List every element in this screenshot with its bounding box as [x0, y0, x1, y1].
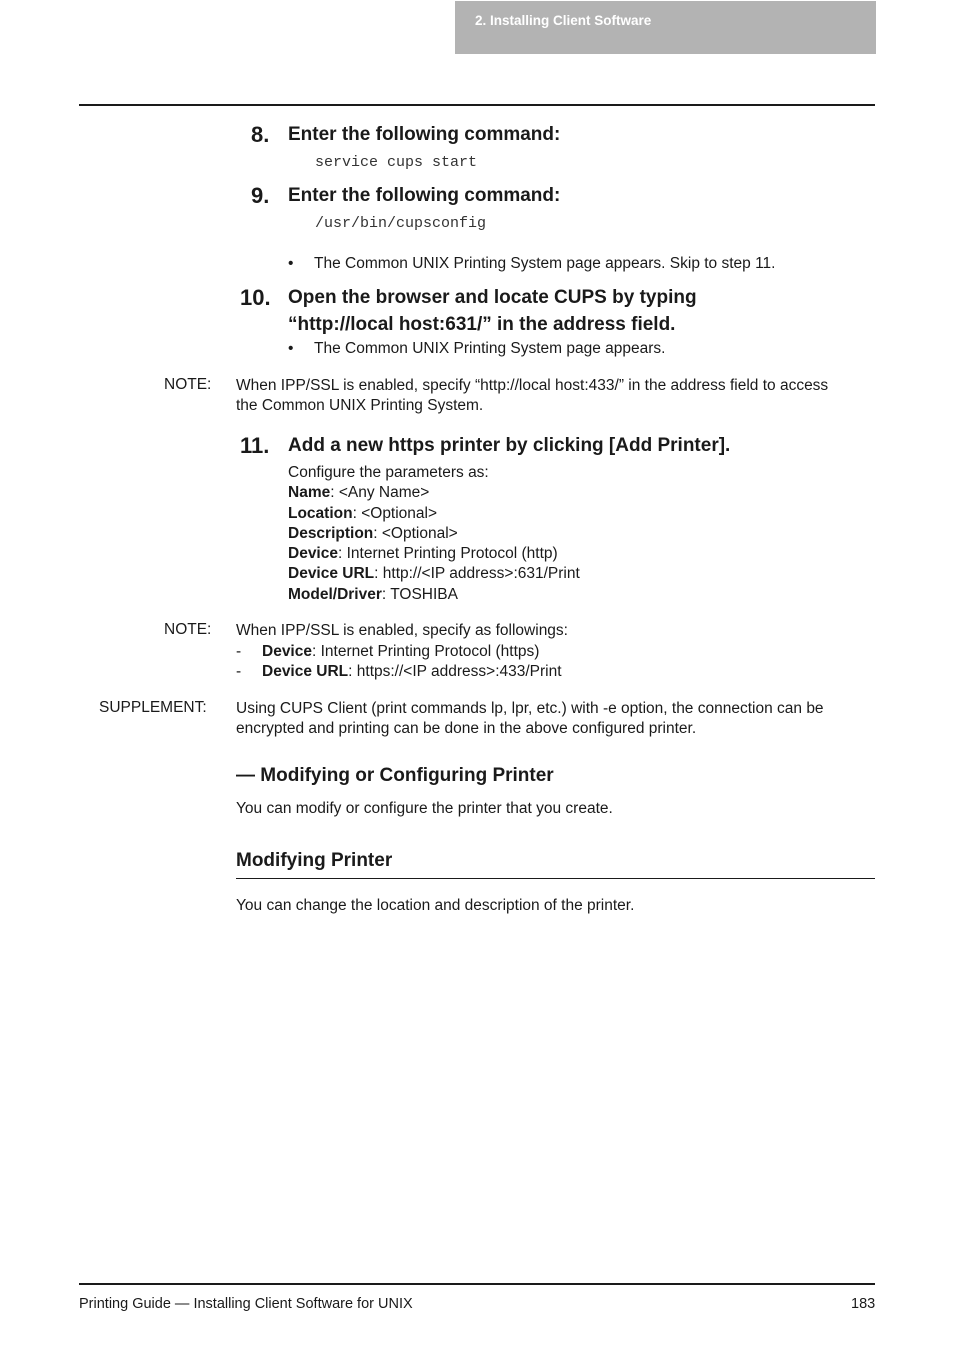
- param-value: : <Any Name>: [330, 484, 430, 502]
- step-11-title: Add a new https printer by clicking [Add Printer].: [288, 435, 731, 456]
- supplement-line2: encrypted and printing can be done in the above configured printer.: [236, 720, 697, 738]
- step-11-params: [288, 463, 580, 605]
- chapter-tab: [455, 1, 876, 54]
- note-2-intro: When IPP/SSL is enabled, specify as followings:: [236, 622, 568, 639]
- step-8-title: Enter the following command:: [288, 124, 561, 145]
- dash-icon: -: [236, 663, 242, 680]
- note-1-line2: the Common UNIX Printing System.: [236, 397, 484, 415]
- note-1-label: NOTE:: [164, 376, 212, 393]
- step-9-title: Enter the following command:: [288, 185, 561, 206]
- param-key: Description: [288, 524, 374, 542]
- subsection-body: You can change the location and description of the printer.: [236, 897, 635, 914]
- step-11-intro: Configure the parameters as:: [288, 464, 489, 481]
- param-row: [288, 524, 580, 544]
- note-2-item: [262, 642, 539, 662]
- note-2-item: [262, 662, 562, 682]
- section-title: — Modifying or Configuring Printer: [236, 765, 554, 786]
- param-row: [288, 483, 580, 503]
- param-row: [288, 564, 580, 584]
- param-value: : <Optional>: [352, 504, 438, 522]
- param-value: : http://<IP address>:631/Print: [374, 565, 580, 583]
- step-9-command: /usr/bin/cupsconfig: [315, 215, 487, 232]
- note-2-label: NOTE:: [164, 621, 212, 638]
- step-10-result: The Common UNIX Printing System page appears.: [314, 340, 666, 357]
- step-8-command: service cups start: [315, 154, 478, 171]
- note-1-text: [236, 376, 876, 417]
- step-10-title-line1: Open the browser and locate CUPS by typing: [288, 287, 697, 308]
- chapter-tab-label: 2. Installing Client Software: [475, 13, 652, 28]
- step-11-number: 11.: [240, 433, 270, 458]
- supplement-line1: Using CUPS Client (print commands lp, lpr, etc.) with -e option, the connection can be: [236, 700, 824, 717]
- param-row: [288, 544, 580, 564]
- param-row: [288, 504, 580, 524]
- subsection-rule: [236, 878, 875, 879]
- page-number: 183: [851, 1296, 876, 1312]
- note-2-item-key: Device URL: [262, 663, 349, 680]
- header-rule: [79, 104, 875, 106]
- step-9-result: The Common UNIX Printing System page appears. Skip to step 11.: [314, 255, 776, 272]
- step-8-number: 8.: [251, 122, 270, 147]
- step-10-number: 10.: [240, 285, 271, 310]
- note-2-item-value: : Internet Printing Protocol (https): [311, 643, 540, 660]
- param-key: Name: [288, 484, 331, 502]
- supplement-text: [236, 699, 876, 740]
- param-key: Device URL: [288, 565, 375, 583]
- supplement-label: SUPPLEMENT:: [99, 699, 207, 716]
- param-value: : TOSHIBA: [381, 585, 458, 603]
- section-body: You can modify or configure the printer that you create.: [236, 800, 613, 817]
- bullet-icon: •: [288, 340, 294, 357]
- step-10-title-line2: “http://local host:631/” in the address field.: [288, 314, 676, 335]
- dash-icon: -: [236, 643, 242, 660]
- note-2-item-key: Device: [262, 643, 312, 660]
- param-value: : <Optional>: [373, 524, 458, 542]
- param-key: Device: [288, 545, 338, 563]
- param-key: Model/Driver: [288, 585, 382, 603]
- footer-title: Printing Guide — Installing Client Software for UNIX: [79, 1296, 413, 1312]
- param-value: : Internet Printing Protocol (http): [337, 545, 558, 563]
- note-2-item-value: : https://<IP address>:433/Print: [348, 663, 562, 680]
- bullet-icon: •: [288, 255, 294, 272]
- step-9-number: 9.: [251, 183, 270, 208]
- note-1-line1: When IPP/SSL is enabled, specify “http://local host:433/” in the address field to access: [236, 377, 829, 394]
- footer-rule: [79, 1283, 875, 1285]
- subsection-title: Modifying Printer: [236, 850, 393, 871]
- param-row: [288, 585, 580, 605]
- param-key: Location: [288, 504, 353, 522]
